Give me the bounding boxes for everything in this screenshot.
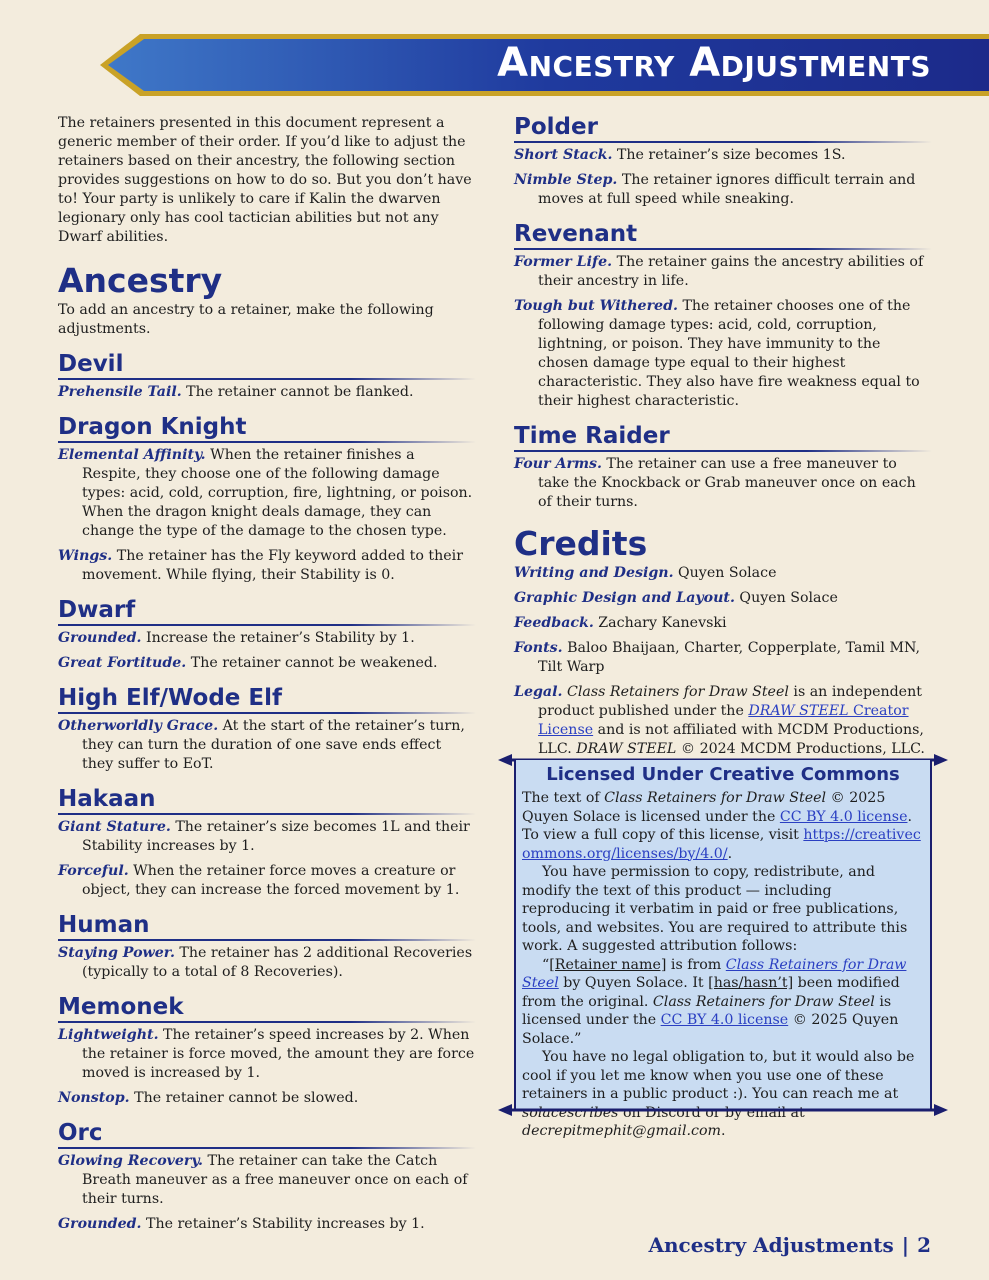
page-title: Ancestry Adjustments [497,40,931,86]
revenant-entry-2: Tough but Withered. The retainer chooses one of the following damage types: acid, cold, corruption, lightning, or poison. They have immunity to the chosen damage type equal to their highest characteristic. They also have fire weakness equal to their highest characteristic. [514,298,920,409]
license-paragraph-1: The text of Class Retainers for Draw Steel © 2025 Quyen Solace is licensed under the CC BY 4.0 license. To view a full copy of this license, visit https://creativecommons.org/licenses/by/4.0/. [522,790,921,862]
page-footer [649,1233,932,1257]
orc-entry-1: Glowing Recovery. The retainer can take the Catch Breath maneuver as a free maneuver once on each of their turns. [58,1153,468,1207]
time-raider-entry-1: Four Arms. The retainer can use a free maneuver to take the Knockback or Grab maneuver once on each of their turns. [514,456,916,510]
hakaan-entry-1: Giant Stature. The retainer’s size becomes 1L and their Stability increases by 1. [58,819,470,854]
license-paragraph-2: You have permission to copy, redistribute, and modify the text of this product — including reproducing it verbatim in paid or free publications, tools, and websites. You are required to attribute this work. A suggested attribution follows: [522,864,908,954]
intro-paragraph: The retainers presented in this document represent a generic member of their order. If you’d like to adjust the retainers based on their ancestry, the following section provides suggestions on how to do so. But you don’t have to! Your party is unlikely to care if Kalin the dwarven legionary only has cool tactician abilities but not any Dwarf abilities. [58,115,472,245]
polder-entry-2: Nimble Step. The retainer ignores difficult terrain and moves at full speed while sneaking. [514,172,916,207]
memonek-entry-1: Lightweight. The retainer’s speed increases by 2. When the retainer is force moved, the amount they are force moved is increased by 1. [58,1027,475,1081]
human-entry-1: Staying Power. The retainer has 2 additional Recoveries (typically to a total of 8 Recoveries). [58,945,473,980]
credit-legal: Legal. Class Retainers for Draw Steel is an independent product published under the DRAW STEEL Creator License and is not affiliated with MCDM Productions, LLC. DRAW STEEL © 2024 MCDM Productions, LLC. [514,684,925,757]
memonek-entry-2: Nonstop. The retainer cannot be slowed. [58,1090,359,1106]
page-number: 2 [917,1233,931,1257]
ancestry-heading: Ancestry [58,261,223,300]
credits-heading: Credits [514,524,648,563]
credit-feedback: Feedback. Zachary Kanevski [514,615,727,631]
dragon-entry-2: Wings. The retainer has the Fly keyword added to their movement. While flying, their Stability is 0. [58,548,463,583]
memonek-heading: Memonek [58,994,476,1023]
license-paragraph-4: You have no legal obligation to, but it would also be cool if you let me know when you use one of these retainers in a public product :). You can reach me at solacescribes on Discord or by email at decrepitmephit@gmail.com. [522,1049,915,1139]
dwarf-entry-1: Grounded. Increase the retainer’s Stability by 1. [58,630,415,646]
class-retainers-link[interactable]: Class Retainers for Draw Steel [522,956,907,991]
credit-fonts: Fonts. Baloo Bhaijaan, Charter, Copperplate, Tamil MN, Tilt Warp [514,640,921,675]
dragon-knight-heading: Dragon Knight [58,414,476,443]
orc-heading: Orc [58,1120,476,1149]
footer-section: Ancestry Adjustments [648,1233,894,1257]
license-title: Licensed Under Creative Commons [546,764,900,785]
hakaan-entry-2: Forceful. When the retainer force moves a creature or object, they can increase the forced movement by 1. [58,863,460,898]
dwarf-heading: Dwarf [58,597,476,626]
revenant-entry-1: Former Life. The retainer gains the ancestry abilities of their ancestry in life. [514,254,924,289]
elf-heading: High Elf/Wode Elf [58,685,476,714]
elf-entry-1: Otherworldly Grace. At the start of the retainer’s turn, they can turn the duration of one save ends effect they suffer to EoT. [58,718,465,772]
cc-license-link-2[interactable]: CC BY 4.0 license [660,1012,789,1028]
revenant-heading: Revenant [514,221,932,250]
cc-url-link[interactable]: https://creativecommons.org/licenses/by/4.0/ [522,827,921,862]
right-column [514,114,932,765]
hakaan-heading: Hakaan [58,786,476,815]
creator-license-link[interactable]: DRAW STEEL Creator License [538,703,909,738]
devil-entry-1: Prehensile Tail. The retainer cannot be flanked. [58,384,414,400]
left-column [58,114,476,1240]
dragon-entry-1: Elemental Affinity. When the retainer finishes a Respite, they choose one of the following damage types: acid, cold, corruption, fire, lightning, or poison. When the dragon knight deals damage, they can change the type of the damage to the chosen type. [58,447,473,539]
credit-writing: Writing and Design. Quyen Solace [514,565,777,581]
license-paragraph-3: “[Retainer name] is from Class Retainers for Draw Steel by Quyen Solace. It [has/hasn’t] been modified from the original. Class Retainers for Draw Steel is licensed under the CC BY 4.0 license © 2025 Quyen Solace.” [522,956,907,1047]
human-heading: Human [58,912,476,941]
polder-heading: Polder [514,114,932,143]
orc-entry-2: Grounded. The retainer’s Stability increases by 1. [58,1216,425,1232]
license-box [514,760,932,1139]
license-box-bottom-rail [498,1104,948,1116]
dwarf-entry-2: Great Fortitude. The retainer cannot be weakened. [58,655,438,671]
time-raider-heading: Time Raider [514,423,932,452]
cc-license-link[interactable]: CC BY 4.0 license [779,808,908,825]
credit-graphic: Graphic Design and Layout. Quyen Solace [514,590,838,606]
polder-entry-1: Short Stack. The retainer’s size becomes 1S. [514,147,846,163]
devil-heading: Devil [58,351,476,380]
footer-separator: | [901,1233,910,1257]
ancestry-text: To add an ancestry to a retainer, make the following adjustments. [58,302,434,337]
